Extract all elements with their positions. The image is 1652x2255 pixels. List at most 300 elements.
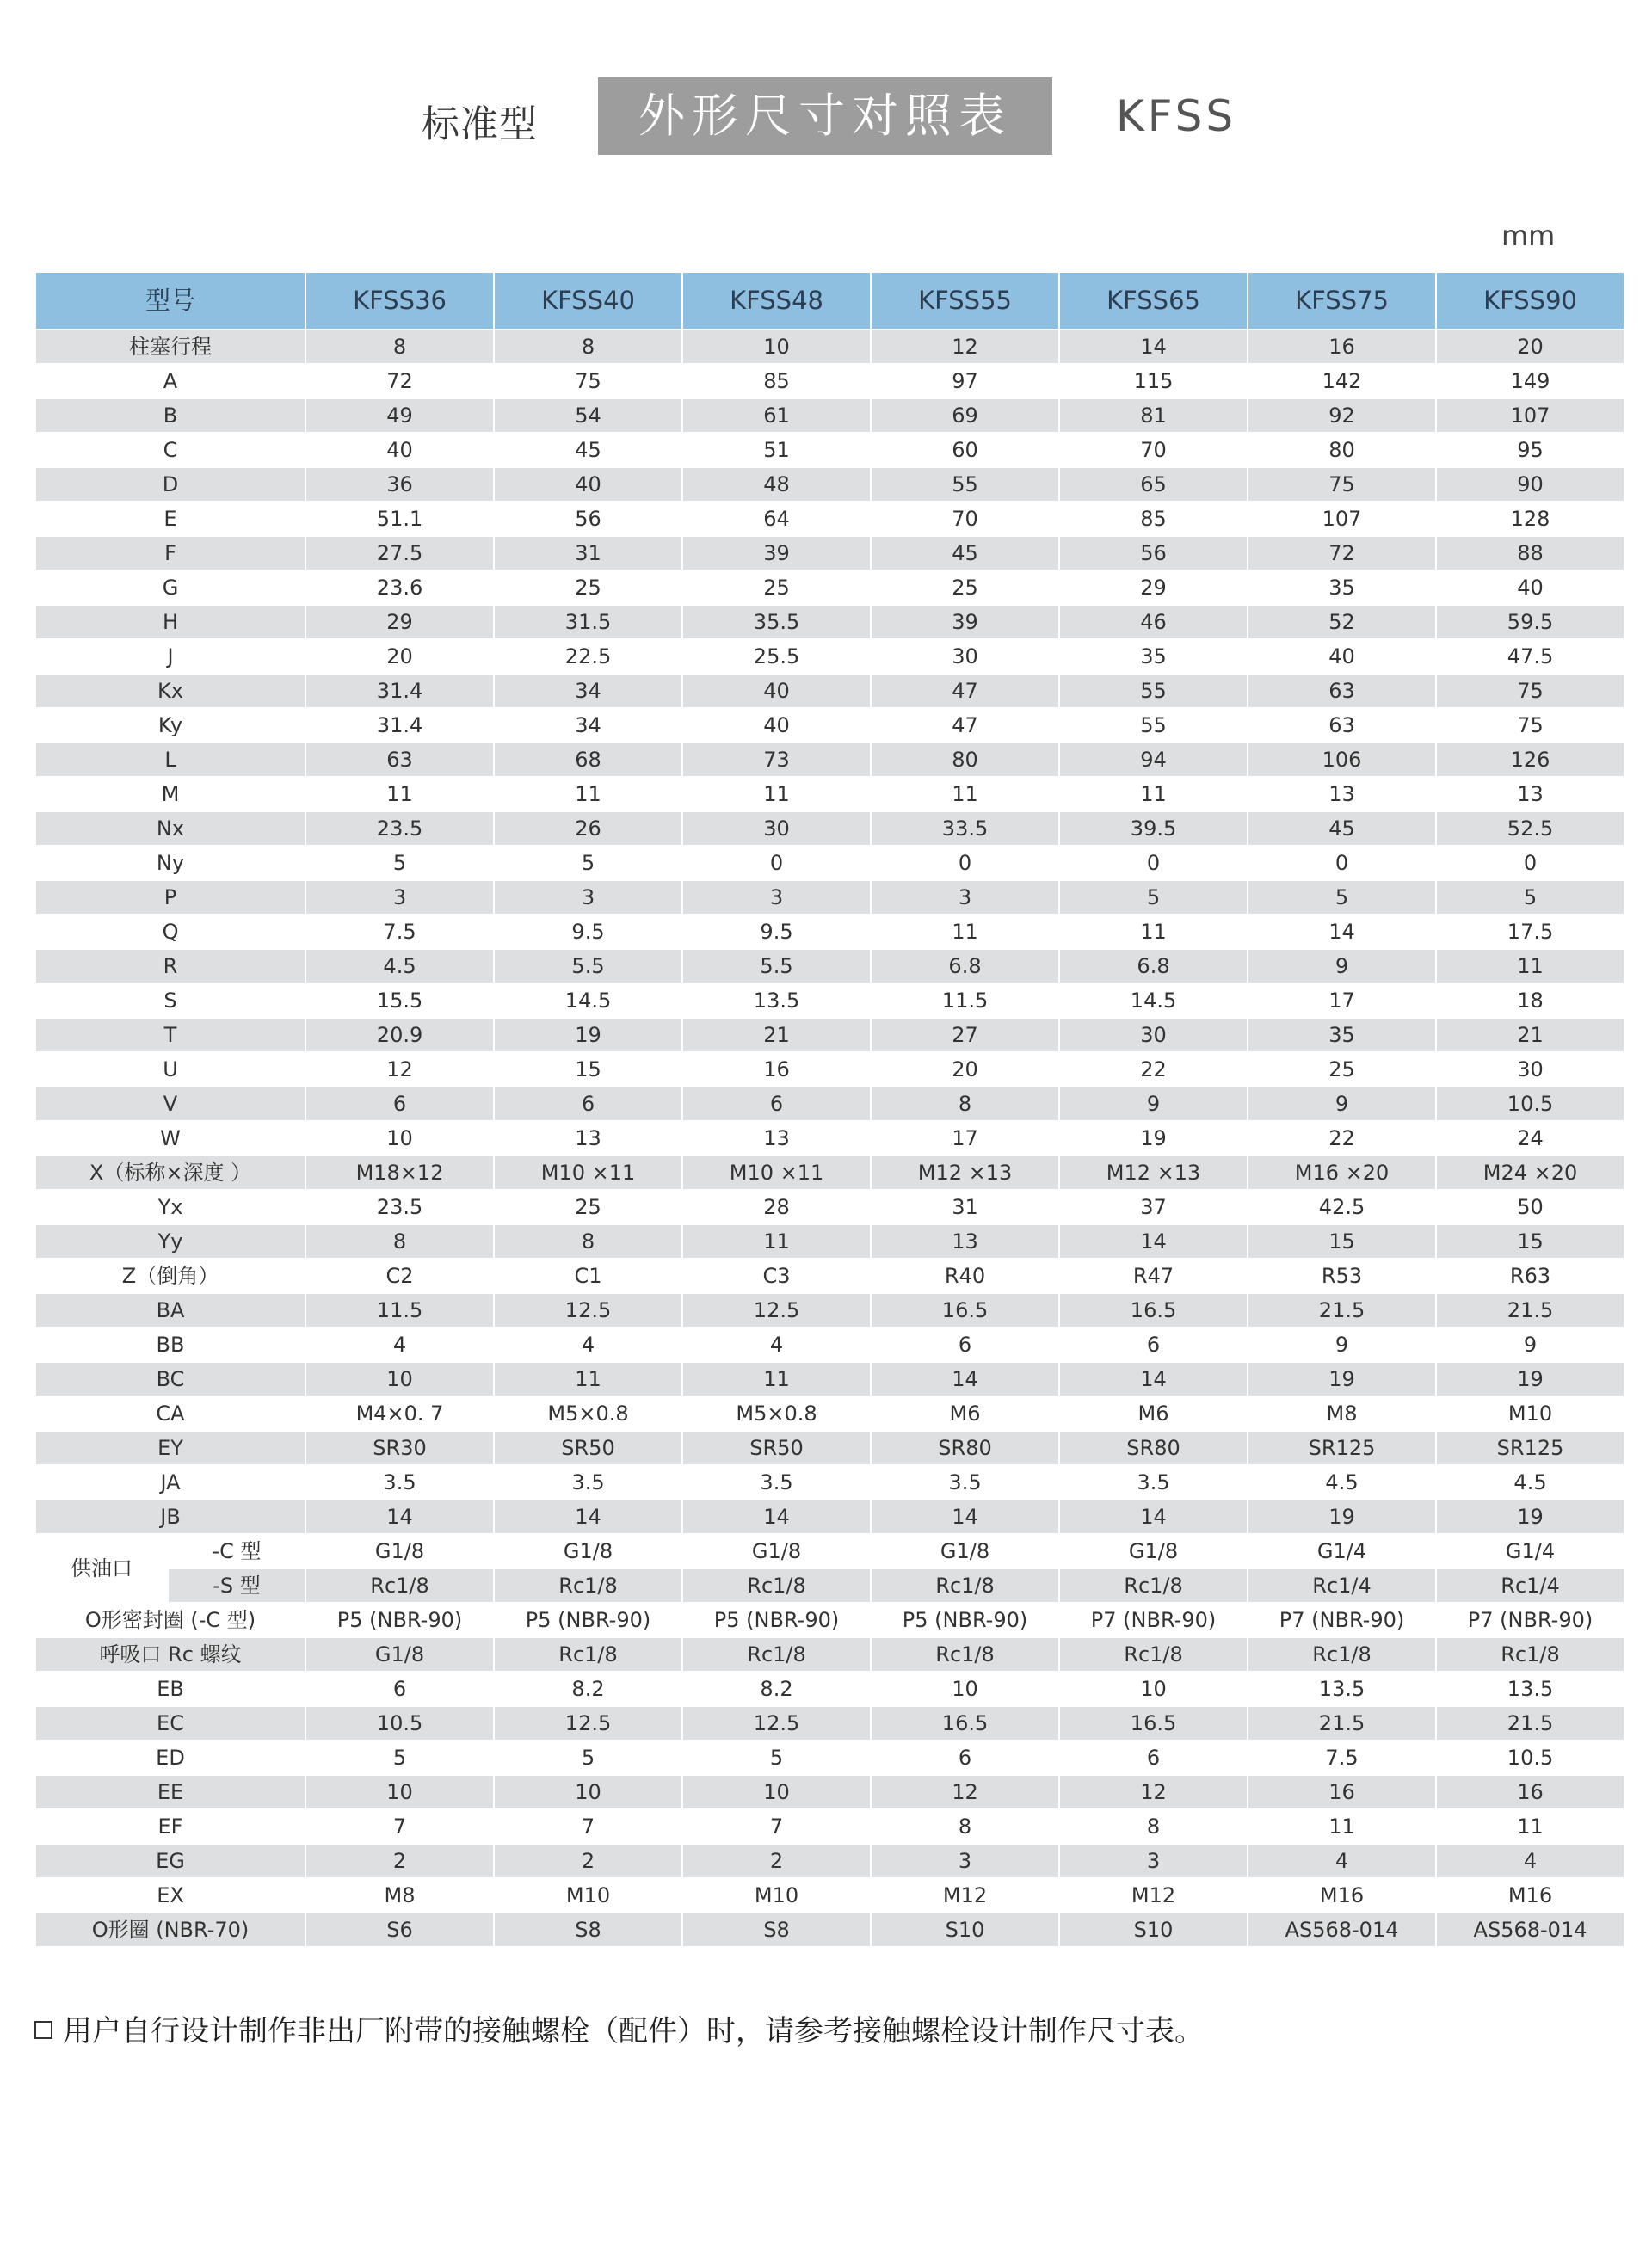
table-cell: Rc1/8 <box>872 1569 1058 1602</box>
row-label: 呼吸口 Rc 螺纹 <box>36 1638 305 1671</box>
table-cell: 14.5 <box>1060 984 1247 1017</box>
table-cell: 34 <box>495 709 681 742</box>
table-cell: 31.4 <box>306 675 493 707</box>
header-model: KFSS48 <box>683 273 870 329</box>
table-cell: M10 <box>495 1879 681 1912</box>
table-cell: 12 <box>872 1776 1058 1808</box>
table-cell: 49 <box>306 399 493 432</box>
table-row <box>36 1776 1624 1808</box>
row-label: BC <box>36 1363 305 1396</box>
table-cell: 14 <box>872 1363 1058 1396</box>
table-cell: 6 <box>495 1087 681 1120</box>
table-cell: 13 <box>495 1122 681 1155</box>
table-cell: 6 <box>872 1741 1058 1774</box>
table-cell: 34 <box>495 675 681 707</box>
row-label: EF <box>36 1810 305 1843</box>
table-cell: 10 <box>495 1776 681 1808</box>
table-cell: 14 <box>872 1500 1058 1533</box>
table-row <box>36 1363 1624 1396</box>
table-cell: 4 <box>1248 1845 1435 1877</box>
table-cell: 75 <box>495 365 681 397</box>
table-row <box>36 778 1624 810</box>
table-cell: 14 <box>1060 1363 1247 1396</box>
table-cell: 85 <box>1060 502 1247 535</box>
table-cell: Rc1/8 <box>1248 1638 1435 1671</box>
table-cell: 12 <box>872 330 1058 363</box>
table-row <box>36 915 1624 948</box>
table-cell: 6 <box>683 1087 870 1120</box>
table-cell: 80 <box>872 743 1058 776</box>
table-cell: 13 <box>1437 778 1624 810</box>
table-cell: 8 <box>306 1225 493 1258</box>
table-cell: 11 <box>683 1225 870 1258</box>
table-row <box>36 1053 1624 1086</box>
table-cell: 30 <box>683 812 870 845</box>
table-row <box>36 1156 1624 1189</box>
table-cell: 0 <box>1437 847 1624 879</box>
table-cell: SR30 <box>306 1432 493 1464</box>
table-cell: 30 <box>1437 1053 1624 1086</box>
table-cell: 14 <box>1060 330 1247 363</box>
table-row <box>36 537 1624 570</box>
table-cell: 9.5 <box>683 915 870 948</box>
table-cell: 21.5 <box>1248 1707 1435 1740</box>
table-cell: 11 <box>306 778 493 810</box>
table-cell: 0 <box>1060 847 1247 879</box>
table-cell: 3.5 <box>683 1466 870 1499</box>
table-cell: 25 <box>495 1191 681 1223</box>
table-cell: 10.5 <box>1437 1741 1624 1774</box>
table-cell: 9.5 <box>495 915 681 948</box>
table-cell: 80 <box>1248 434 1435 466</box>
row-label: BB <box>36 1328 305 1361</box>
table-cell: 85 <box>683 365 870 397</box>
title-bar <box>0 0 1652 163</box>
table-cell: 50 <box>1437 1191 1624 1223</box>
row-label: X（标称×深度 ） <box>36 1156 305 1189</box>
table-cell: 27.5 <box>306 537 493 570</box>
table-cell: 4 <box>1437 1845 1624 1877</box>
table-cell: 11 <box>495 1363 681 1396</box>
table-cell: AS568-014 <box>1437 1913 1624 1946</box>
table-row <box>36 640 1624 673</box>
table-cell: 19 <box>1060 1122 1247 1155</box>
row-label: J <box>36 640 305 673</box>
table-cell: 3 <box>683 881 870 914</box>
table-cell: 29 <box>306 606 493 638</box>
table-cell: 23.6 <box>306 571 493 604</box>
table-cell: S6 <box>306 1913 493 1946</box>
table-cell: 35.5 <box>683 606 870 638</box>
table-cell: 7.5 <box>1248 1741 1435 1774</box>
table-cell: 72 <box>1248 537 1435 570</box>
table-row <box>36 1741 1624 1774</box>
header-model: KFSS55 <box>872 273 1058 329</box>
table-cell: 8 <box>495 330 681 363</box>
table-cell: 9 <box>1437 1328 1624 1361</box>
table-cell: C1 <box>495 1260 681 1292</box>
table-cell: 25.5 <box>683 640 870 673</box>
row-label: Nx <box>36 812 305 845</box>
table-cell: 40 <box>683 709 870 742</box>
table-row <box>36 1845 1624 1877</box>
table-cell: 25 <box>1248 1053 1435 1086</box>
table-cell: 11 <box>1060 915 1247 948</box>
table-row <box>36 502 1624 535</box>
table-cell: SR125 <box>1248 1432 1435 1464</box>
table-cell: M16 <box>1437 1879 1624 1912</box>
table-cell: 8 <box>872 1087 1058 1120</box>
table-cell: 12.5 <box>495 1707 681 1740</box>
table-cell: 36 <box>306 468 493 501</box>
table-cell: 63 <box>1248 709 1435 742</box>
table-cell: 5 <box>1437 881 1624 914</box>
table-cell: 16.5 <box>872 1707 1058 1740</box>
table-cell: 16.5 <box>1060 1294 1247 1327</box>
table-cell: 10 <box>683 1776 870 1808</box>
table-cell: 35 <box>1248 571 1435 604</box>
row-label: D <box>36 468 305 501</box>
table-cell: Rc1/8 <box>683 1569 870 1602</box>
table-row <box>36 812 1624 845</box>
table-cell: 10 <box>306 1122 493 1155</box>
table-cell: SR80 <box>872 1432 1058 1464</box>
table-cell: 14 <box>495 1500 681 1533</box>
row-label: G <box>36 571 305 604</box>
table-cell: 13.5 <box>683 984 870 1017</box>
header-model: KFSS75 <box>1248 273 1435 329</box>
table-row <box>36 434 1624 466</box>
table-row <box>36 330 1624 363</box>
table-cell: C2 <box>306 1260 493 1292</box>
table-cell: Rc1/8 <box>495 1569 681 1602</box>
table-row <box>36 709 1624 742</box>
table-cell: 17 <box>1248 984 1435 1017</box>
table-cell: M5×0.8 <box>683 1397 870 1430</box>
oil-port-type-label: -S 型 <box>169 1569 305 1602</box>
table-cell: 28 <box>683 1191 870 1223</box>
table-cell: 20 <box>1437 330 1624 363</box>
table-cell: 5 <box>1060 881 1247 914</box>
table-cell: 11.5 <box>306 1294 493 1327</box>
table-cell: 70 <box>872 502 1058 535</box>
table-cell: 12.5 <box>683 1294 870 1327</box>
table-row <box>36 1638 1624 1671</box>
row-label: L <box>36 743 305 776</box>
table-cell: SR80 <box>1060 1432 1247 1464</box>
table-cell: 10 <box>683 330 870 363</box>
table-cell: 10 <box>872 1673 1058 1705</box>
dimension-table <box>34 271 1625 1948</box>
row-label: W <box>36 1122 305 1155</box>
table-cell: M6 <box>1060 1397 1247 1430</box>
table-row <box>36 1019 1624 1051</box>
table-cell: 10.5 <box>306 1707 493 1740</box>
table-cell: 11 <box>1437 950 1624 983</box>
table-cell: 25 <box>495 571 681 604</box>
table-cell: 4.5 <box>1437 1466 1624 1499</box>
table-cell: 23.5 <box>306 812 493 845</box>
table-cell: M12 <box>1060 1879 1247 1912</box>
table-cell: G1/8 <box>306 1638 493 1671</box>
table-cell: 22 <box>1060 1053 1247 1086</box>
table-row <box>36 984 1624 1017</box>
table-cell: 107 <box>1437 399 1624 432</box>
table-cell: 16 <box>1248 330 1435 363</box>
table-row <box>36 1810 1624 1843</box>
table-cell: 19 <box>1437 1500 1624 1533</box>
table-cell: 39.5 <box>1060 812 1247 845</box>
footnote <box>34 2007 1204 2049</box>
table-cell: Rc1/8 <box>306 1569 493 1602</box>
oil-port-label: 供油口 <box>36 1535 167 1602</box>
table-cell: 42.5 <box>1248 1191 1435 1223</box>
table-cell: 7 <box>306 1810 493 1843</box>
table-cell: 115 <box>1060 365 1247 397</box>
table-cell: 14 <box>306 1500 493 1533</box>
table-cell: 7.5 <box>306 915 493 948</box>
table-cell: 94 <box>1060 743 1247 776</box>
table-cell: 25 <box>683 571 870 604</box>
table-cell: 6.8 <box>872 950 1058 983</box>
row-label: Ky <box>36 709 305 742</box>
table-cell: 8 <box>306 330 493 363</box>
table-cell: 47.5 <box>1437 640 1624 673</box>
table-cell: 55 <box>872 468 1058 501</box>
table-cell: 39 <box>683 537 870 570</box>
table-cell: 17 <box>872 1122 1058 1155</box>
table-cell: 15.5 <box>306 984 493 1017</box>
table-cell: 11 <box>495 778 681 810</box>
table-cell: 7 <box>683 1810 870 1843</box>
table-cell: 0 <box>872 847 1058 879</box>
table-cell: 9 <box>1060 1087 1247 1120</box>
table-cell: M10 ×11 <box>495 1156 681 1189</box>
table-cell: 9 <box>1248 1087 1435 1120</box>
table-cell: 31.4 <box>306 709 493 742</box>
table-cell: 88 <box>1437 537 1624 570</box>
table-cell: 10 <box>1060 1673 1247 1705</box>
table-cell: 55 <box>1060 675 1247 707</box>
row-label: Yx <box>36 1191 305 1223</box>
table-cell: 95 <box>1437 434 1624 466</box>
row-label: EC <box>36 1707 305 1740</box>
table-cell: 12 <box>1060 1776 1247 1808</box>
table-cell: 3 <box>872 881 1058 914</box>
table-row <box>36 1122 1624 1155</box>
table-cell: 5.5 <box>495 950 681 983</box>
table-cell: 40 <box>306 434 493 466</box>
table-cell: 47 <box>872 709 1058 742</box>
row-label: O形圈 (NBR-70) <box>36 1913 305 1946</box>
table-cell: 75 <box>1437 675 1624 707</box>
table-cell: Rc1/4 <box>1248 1569 1435 1602</box>
row-label: E <box>36 502 305 535</box>
table-cell: 75 <box>1437 709 1624 742</box>
table-cell: 11 <box>872 915 1058 948</box>
table-row <box>36 743 1624 776</box>
table-cell: M4×0. 7 <box>306 1397 493 1430</box>
table-row <box>36 675 1624 707</box>
table-cell: 5 <box>683 1741 870 1774</box>
table-cell: 9 <box>1248 1328 1435 1361</box>
table-cell: 5 <box>306 1741 493 1774</box>
table-cell: 14 <box>1248 915 1435 948</box>
table-cell: P5 (NBR-90) <box>872 1604 1058 1636</box>
table-cell: R53 <box>1248 1260 1435 1292</box>
table-cell: 37 <box>1060 1191 1247 1223</box>
table-cell: 21 <box>1437 1019 1624 1051</box>
table-cell: P7 (NBR-90) <box>1437 1604 1624 1636</box>
table-cell: 97 <box>872 365 1058 397</box>
table-cell: 10 <box>306 1363 493 1396</box>
table-cell: 47 <box>872 675 1058 707</box>
table-cell: 21.5 <box>1248 1294 1435 1327</box>
table-cell: 5 <box>495 1741 681 1774</box>
table-row <box>36 365 1624 397</box>
header-corner: 型号 <box>36 273 305 329</box>
table-cell: M8 <box>306 1879 493 1912</box>
table-cell: 20 <box>306 640 493 673</box>
table-cell: 15 <box>1437 1225 1624 1258</box>
table-row <box>36 950 1624 983</box>
table-cell: 11 <box>683 778 870 810</box>
table-cell: 40 <box>1437 571 1624 604</box>
table-cell: P5 (NBR-90) <box>495 1604 681 1636</box>
table-cell: 0 <box>1248 847 1435 879</box>
table-cell: 15 <box>495 1053 681 1086</box>
checkbox-square-icon <box>34 2021 52 2039</box>
table-cell: 39 <box>872 606 1058 638</box>
table-cell: 51 <box>683 434 870 466</box>
table-cell: 21.5 <box>1437 1707 1624 1740</box>
table-cell: 3.5 <box>1060 1466 1247 1499</box>
table-cell: 40 <box>683 675 870 707</box>
table-cell: M10 <box>1437 1397 1624 1430</box>
table-cell: S10 <box>1060 1913 1247 1946</box>
footnote-text: 用户自行设计制作非出厂附带的接触螺栓（配件）时，请参考接触螺栓设计制作尺寸表。 <box>63 2014 1204 2049</box>
row-label: EX <box>36 1879 305 1912</box>
table-cell: 45 <box>495 434 681 466</box>
row-label: ED <box>36 1741 305 1774</box>
row-label: CA <box>36 1397 305 1430</box>
table-cell: 90 <box>1437 468 1624 501</box>
table-row <box>36 847 1624 879</box>
unit-label: mm <box>1501 219 1556 252</box>
table-cell: 24 <box>1437 1122 1624 1155</box>
table-cell: 59.5 <box>1437 606 1624 638</box>
table-cell: G1/4 <box>1437 1535 1624 1568</box>
row-label: 柱塞行程 <box>36 330 305 363</box>
table-cell: 16.5 <box>872 1294 1058 1327</box>
table-cell: P7 (NBR-90) <box>1248 1604 1435 1636</box>
table-cell: 25 <box>872 571 1058 604</box>
table-cell: 11.5 <box>872 984 1058 1017</box>
table-cell: 61 <box>683 399 870 432</box>
table-cell: M18×12 <box>306 1156 493 1189</box>
table-cell: 35 <box>1248 1019 1435 1051</box>
table-cell: 92 <box>1248 399 1435 432</box>
row-label: EG <box>36 1845 305 1877</box>
table-cell: 12.5 <box>495 1294 681 1327</box>
header-model: KFSS40 <box>495 273 681 329</box>
table-cell: 12 <box>306 1053 493 1086</box>
table-cell: 64 <box>683 502 870 535</box>
table-cell: 60 <box>872 434 1058 466</box>
table-header-row <box>36 273 1624 329</box>
table-cell: 142 <box>1248 365 1435 397</box>
table-cell: 3.5 <box>872 1466 1058 1499</box>
table-cell: 6 <box>306 1087 493 1120</box>
table-cell: 23.5 <box>306 1191 493 1223</box>
table-cell: 21 <box>683 1019 870 1051</box>
table-cell: 128 <box>1437 502 1624 535</box>
table-cell: 51.1 <box>306 502 493 535</box>
table-row <box>36 1225 1624 1258</box>
table-cell: 19 <box>1248 1363 1435 1396</box>
table-cell: 20.9 <box>306 1019 493 1051</box>
table-cell: 68 <box>495 743 681 776</box>
table-cell: M16 ×20 <box>1248 1156 1435 1189</box>
table-cell: 45 <box>872 537 1058 570</box>
table-cell: 11 <box>683 1363 870 1396</box>
table-cell: 70 <box>1060 434 1247 466</box>
table-cell: 22.5 <box>495 640 681 673</box>
row-label: A <box>36 365 305 397</box>
table-cell: 10.5 <box>1437 1087 1624 1120</box>
table-cell: 30 <box>872 640 1058 673</box>
table-cell: G1/8 <box>495 1535 681 1568</box>
table-cell: 14 <box>1060 1225 1247 1258</box>
table-cell: Rc1/8 <box>872 1638 1058 1671</box>
table-cell: 17.5 <box>1437 915 1624 948</box>
table-cell: 35 <box>1060 640 1247 673</box>
table-cell: 73 <box>683 743 870 776</box>
row-label: O形密封圈 (-C 型) <box>36 1604 305 1636</box>
table-cell: 6 <box>1060 1741 1247 1774</box>
table-cell: 8 <box>1060 1810 1247 1843</box>
table-cell: M6 <box>872 1397 1058 1430</box>
table-cell: 20 <box>872 1053 1058 1086</box>
table-cell: 31 <box>872 1191 1058 1223</box>
table-cell: AS568-014 <box>1248 1913 1435 1946</box>
table-cell: 63 <box>1248 675 1435 707</box>
table-cell: 4 <box>683 1328 870 1361</box>
header-model: KFSS90 <box>1437 273 1624 329</box>
table-cell: 33.5 <box>872 812 1058 845</box>
row-label: Q <box>36 915 305 948</box>
table-row <box>36 1879 1624 1912</box>
table-cell: 3 <box>872 1845 1058 1877</box>
table-cell: 54 <box>495 399 681 432</box>
series-type-label: 标准型 <box>422 102 538 146</box>
table-row <box>36 1673 1624 1705</box>
table-cell: P7 (NBR-90) <box>1060 1604 1247 1636</box>
table-cell: 6.8 <box>1060 950 1247 983</box>
table-cell: M24 ×20 <box>1437 1156 1624 1189</box>
table-cell: 19 <box>1248 1500 1435 1533</box>
table-cell: 69 <box>872 399 1058 432</box>
row-label: Kx <box>36 675 305 707</box>
table-cell: 8.2 <box>495 1673 681 1705</box>
table-cell: 107 <box>1248 502 1435 535</box>
table-row <box>36 1260 1624 1292</box>
table-cell: R40 <box>872 1260 1058 1292</box>
table-cell: 5 <box>495 847 681 879</box>
table-cell: 13.5 <box>1437 1673 1624 1705</box>
table-cell: 3.5 <box>306 1466 493 1499</box>
header-model: KFSS36 <box>306 273 493 329</box>
